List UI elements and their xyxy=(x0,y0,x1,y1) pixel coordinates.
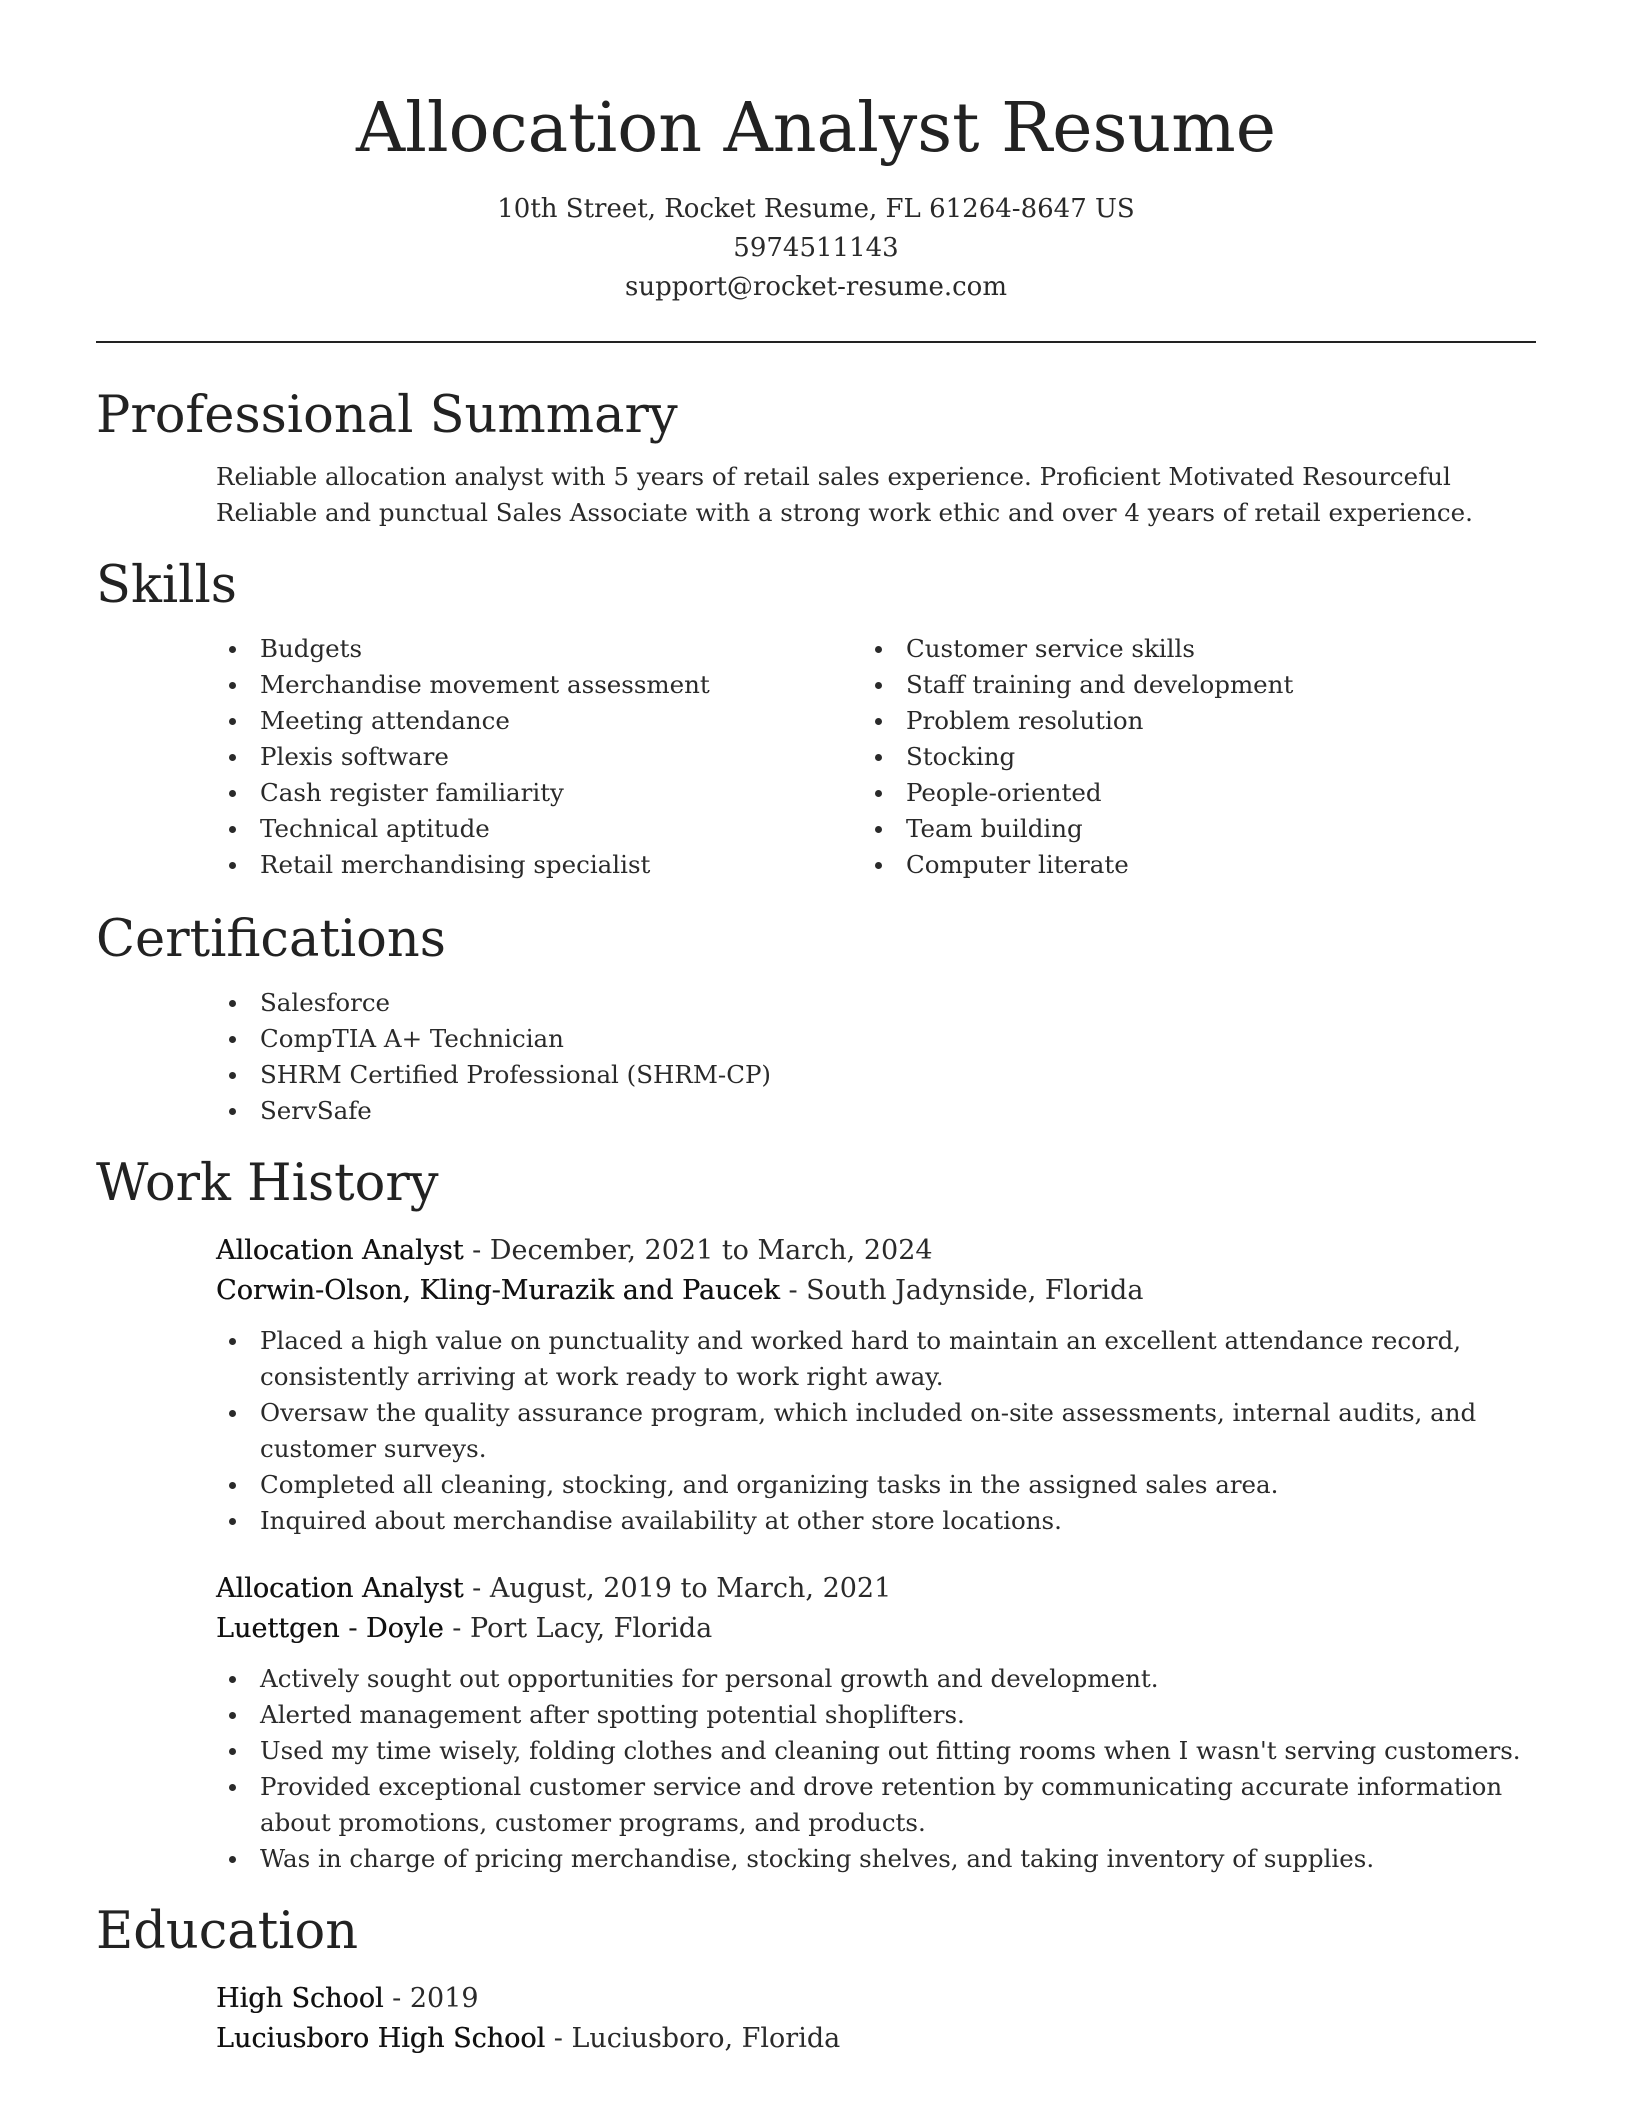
skills-list-left xyxy=(216,631,862,883)
job-role: Allocation Analyst xyxy=(216,1235,464,1266)
job-role: Allocation Analyst xyxy=(216,1573,464,1604)
education-degree-line xyxy=(216,1979,1536,2019)
education-location: - Luciusboro, Florida xyxy=(545,2023,841,2054)
list-item: Problem resolution xyxy=(862,703,1508,739)
contact-address: 10th Street, Rocket Resume, FL 61264-8647 US xyxy=(497,194,1135,224)
list-item: Inquired about merchandise availability at other store locations. xyxy=(216,1503,1536,1539)
job-company-line xyxy=(216,1609,1536,1649)
job-duties-list xyxy=(216,1323,1536,1539)
job-location: - South Jadynside, Florida xyxy=(779,1275,1144,1306)
education-section xyxy=(0,1897,1632,2059)
list-item: Merchandise movement assessment xyxy=(216,667,862,703)
list-item: Computer literate xyxy=(862,847,1508,883)
job-location: - Port Lacy, Florida xyxy=(443,1613,713,1644)
resume-title: Allocation Analyst Resume xyxy=(356,89,1276,168)
job-dates: - December, 2021 to March, 2024 xyxy=(463,1235,933,1266)
education-school: Luciusboro High School xyxy=(216,2023,546,2054)
skills-heading: Skills xyxy=(96,556,237,615)
certifications-section xyxy=(0,905,1632,1129)
contact-phone: 5974511143 xyxy=(733,233,899,263)
list-item: Salesforce xyxy=(216,985,1632,1021)
list-item: CompTIA A+ Technician xyxy=(216,1021,1632,1057)
list-item: Used my time wisely, folding clothes and cleaning out fitting rooms when I wasn't serving customers. xyxy=(216,1733,1536,1769)
job-entry xyxy=(0,1569,1632,1877)
job-company: Luettgen - Doyle xyxy=(216,1613,444,1644)
list-item: Plexis software xyxy=(216,739,862,775)
list-item: Placed a high value on punctuality and worked hard to maintain an excellent attendance record, consistently arriving at work ready to work right away. xyxy=(216,1323,1536,1395)
skills-section xyxy=(0,551,1632,883)
list-item: Alerted management after spotting potential shoplifters. xyxy=(216,1697,1536,1733)
job-title-line xyxy=(216,1569,1536,1609)
summary-section xyxy=(0,381,1632,531)
list-item: Oversaw the quality assurance program, which included on-site assessments, internal audits, and customer surveys. xyxy=(216,1395,1536,1467)
education-degree: High School xyxy=(216,1983,384,2014)
list-item: SHRM Certified Professional (SHRM-CP) xyxy=(216,1057,1632,1093)
summary-heading: Professional Summary xyxy=(96,386,678,445)
list-item: Cash register familiarity xyxy=(216,775,862,811)
certifications-heading: Certifications xyxy=(96,910,446,969)
header-divider xyxy=(96,341,1536,343)
list-item: Team building xyxy=(862,811,1508,847)
list-item: Budgets xyxy=(216,631,862,667)
skills-list-right xyxy=(862,631,1508,883)
skills-columns xyxy=(216,631,1632,883)
job-company: Corwin-Olson, Kling-Murazik and Paucek xyxy=(216,1275,780,1306)
list-item: Stocking xyxy=(862,739,1508,775)
list-item: Was in charge of pricing merchandise, stocking shelves, and taking inventory of supplies. xyxy=(216,1841,1536,1877)
list-item: Retail merchandising specialist xyxy=(216,847,862,883)
list-item: Technical aptitude xyxy=(216,811,862,847)
contact-email: support@rocket-resume.com xyxy=(624,272,1007,302)
work-history-heading: Work History xyxy=(96,1154,439,1213)
list-item: Staff training and development xyxy=(862,667,1508,703)
resume-header xyxy=(0,0,1632,307)
list-item: Completed all cleaning, stocking, and organizing tasks in the assigned sales area. xyxy=(216,1467,1536,1503)
job-title-line xyxy=(216,1231,1536,1271)
education-heading: Education xyxy=(96,1902,359,1961)
list-item: Provided exceptional customer service and drove retention by communicating accurate information about promotions, customer programs, and products. xyxy=(216,1769,1536,1841)
education-year: - 2019 xyxy=(383,1983,479,2014)
list-item: Meeting attendance xyxy=(216,703,862,739)
job-duties-list xyxy=(216,1661,1536,1877)
list-item: People-oriented xyxy=(862,775,1508,811)
list-item: Actively sought out opportunities for personal growth and development. xyxy=(216,1661,1536,1697)
job-company-line xyxy=(216,1271,1536,1311)
list-item: Customer service skills xyxy=(862,631,1508,667)
summary-text: Reliable allocation analyst with 5 years of retail sales experience. Proficient Motivated Resourceful Reliable and punctual Sales Associate with a strong work ethic and over 4 years of retail experience. xyxy=(216,462,1473,527)
work-history-section xyxy=(0,1149,1632,1877)
job-dates: - August, 2019 to March, 2021 xyxy=(463,1573,892,1604)
job-entry xyxy=(0,1231,1632,1539)
education-school-line xyxy=(216,2019,1536,2059)
contact-block xyxy=(0,190,1632,307)
list-item: ServSafe xyxy=(216,1093,1632,1129)
certifications-list xyxy=(216,985,1632,1129)
